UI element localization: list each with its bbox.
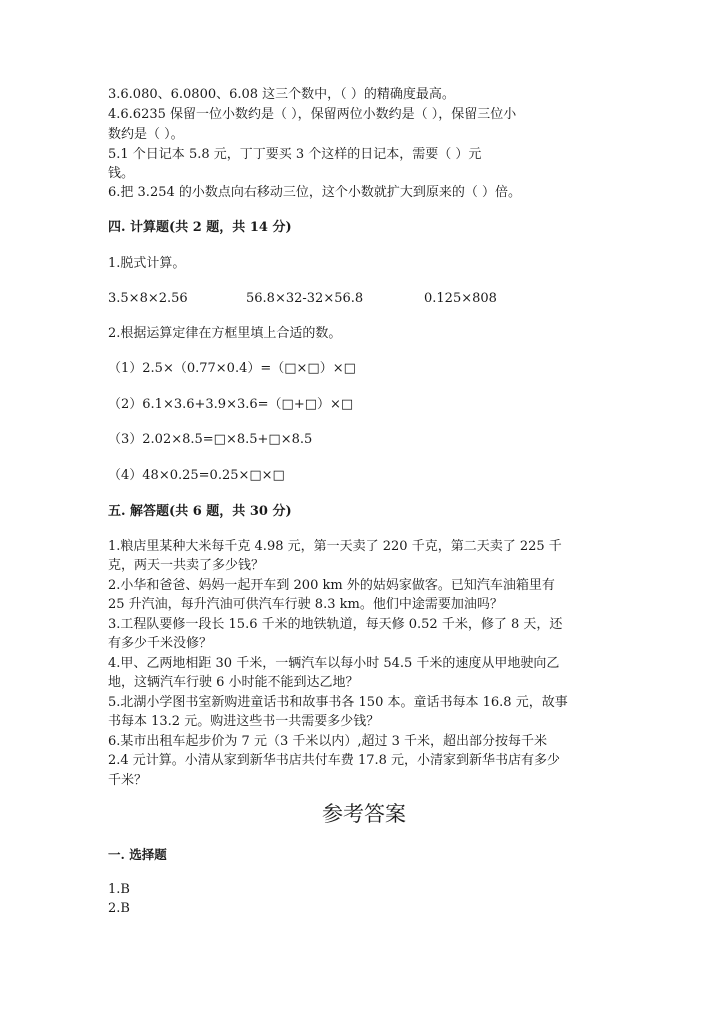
problem-line: 25 升汽油，每升汽油可供汽车行驶 8.3 km。他们中途需要加油吗？ <box>108 597 503 612</box>
fill-blank-line: 钱。 <box>108 166 135 181</box>
calc-item: 3.5×8×2.56 <box>108 291 188 306</box>
calc-item: 0.125×808 <box>424 291 497 306</box>
problem-line: 2.4 元计算。小清从家到新华书店共付车费 17.8 元，小清家到新华书店有多少 <box>108 753 561 768</box>
problem-line: 5.北湖小学图书室新购进童话书和故事书各 150 本。童话书每本 16.8 元，故事 <box>108 695 568 710</box>
problem-line: 克，两天一共卖了多少钱？ <box>108 558 265 573</box>
problem-line: 4.甲、乙两地相距 30 千米，一辆汽车以每小时 54.5 千米的速度从甲地驶向乙 <box>108 656 560 671</box>
question-label: 2.根据运算定律在方框里填上合适的数。 <box>108 326 342 341</box>
answers-section-heading: 一. 选择题 <box>108 847 167 862</box>
problem-line: 有多少千米没修？ <box>108 636 213 651</box>
problem-line: 3.工程队要修一段长 15.6 千米的地铁轨道，每天修 0.52 千米，修了 8 天，还 <box>108 617 563 632</box>
problem-line: 千米？ <box>108 773 148 788</box>
problem-line: 书每本 13.2 元。购进这些书一共需要多少钱？ <box>108 714 380 729</box>
fill-blank-line: 4.6.6235 保留一位小数约是（ ），保留两位小数约是（ ），保留三位小 <box>108 107 517 122</box>
law-item: （4）48×0.25=0.25×□×□ <box>108 468 285 483</box>
answer-item: 1.B <box>108 882 130 897</box>
answers-title: 参考答案 <box>322 802 406 826</box>
fill-blank-line: 6.把 3.254 的小数点向右移动三位，这个小数就扩大到原来的（ ）倍。 <box>108 185 522 200</box>
problem-line: 6.某市出租车起步价为 7 元（3 千米以内）,超过 3 千米，超出部分按每千米 <box>108 734 548 749</box>
fill-blank-line: 数约是（ ）。 <box>108 127 184 142</box>
section-heading: 五. 解答题(共 6 题，共 30 分) <box>108 504 292 519</box>
fill-blank-line: 5.1 个日记本 5.8 元，丁丁要买 3 个这样的日记本，需要（ ）元 <box>108 147 482 162</box>
question-label: 1.脱式计算。 <box>108 256 186 271</box>
law-item: （2）6.1×3.6+3.9×3.6=（□+□）×□ <box>108 397 354 412</box>
section-heading: 四. 计算题(共 2 题，共 14 分) <box>108 220 292 235</box>
law-item: （3）2.02×8.5=□×8.5+□×8.5 <box>108 432 313 447</box>
problem-line: 地，这辆汽车行驶 6 小时能不能到达乙地？ <box>108 675 359 690</box>
calc-item: 56.8×32-32×56.8 <box>246 291 364 306</box>
problem-line: 2.小华和爸爸、妈妈一起开车到 200 km 外的姑妈家做客。已知汽车油箱里有 <box>108 578 555 593</box>
law-item: （1）2.5×（0.77×0.4）=（□×□）×□ <box>108 361 356 376</box>
fill-blank-line: 3.6.080、6.0800、6.08 这三个数中，（ ）的精确度最高。 <box>108 87 455 102</box>
problem-line: 1.粮店里某种大米每千克 4.98 元，第一天卖了 220 千克，第二天卖了 225 千 <box>108 539 562 554</box>
answer-item: 2.B <box>108 901 130 916</box>
